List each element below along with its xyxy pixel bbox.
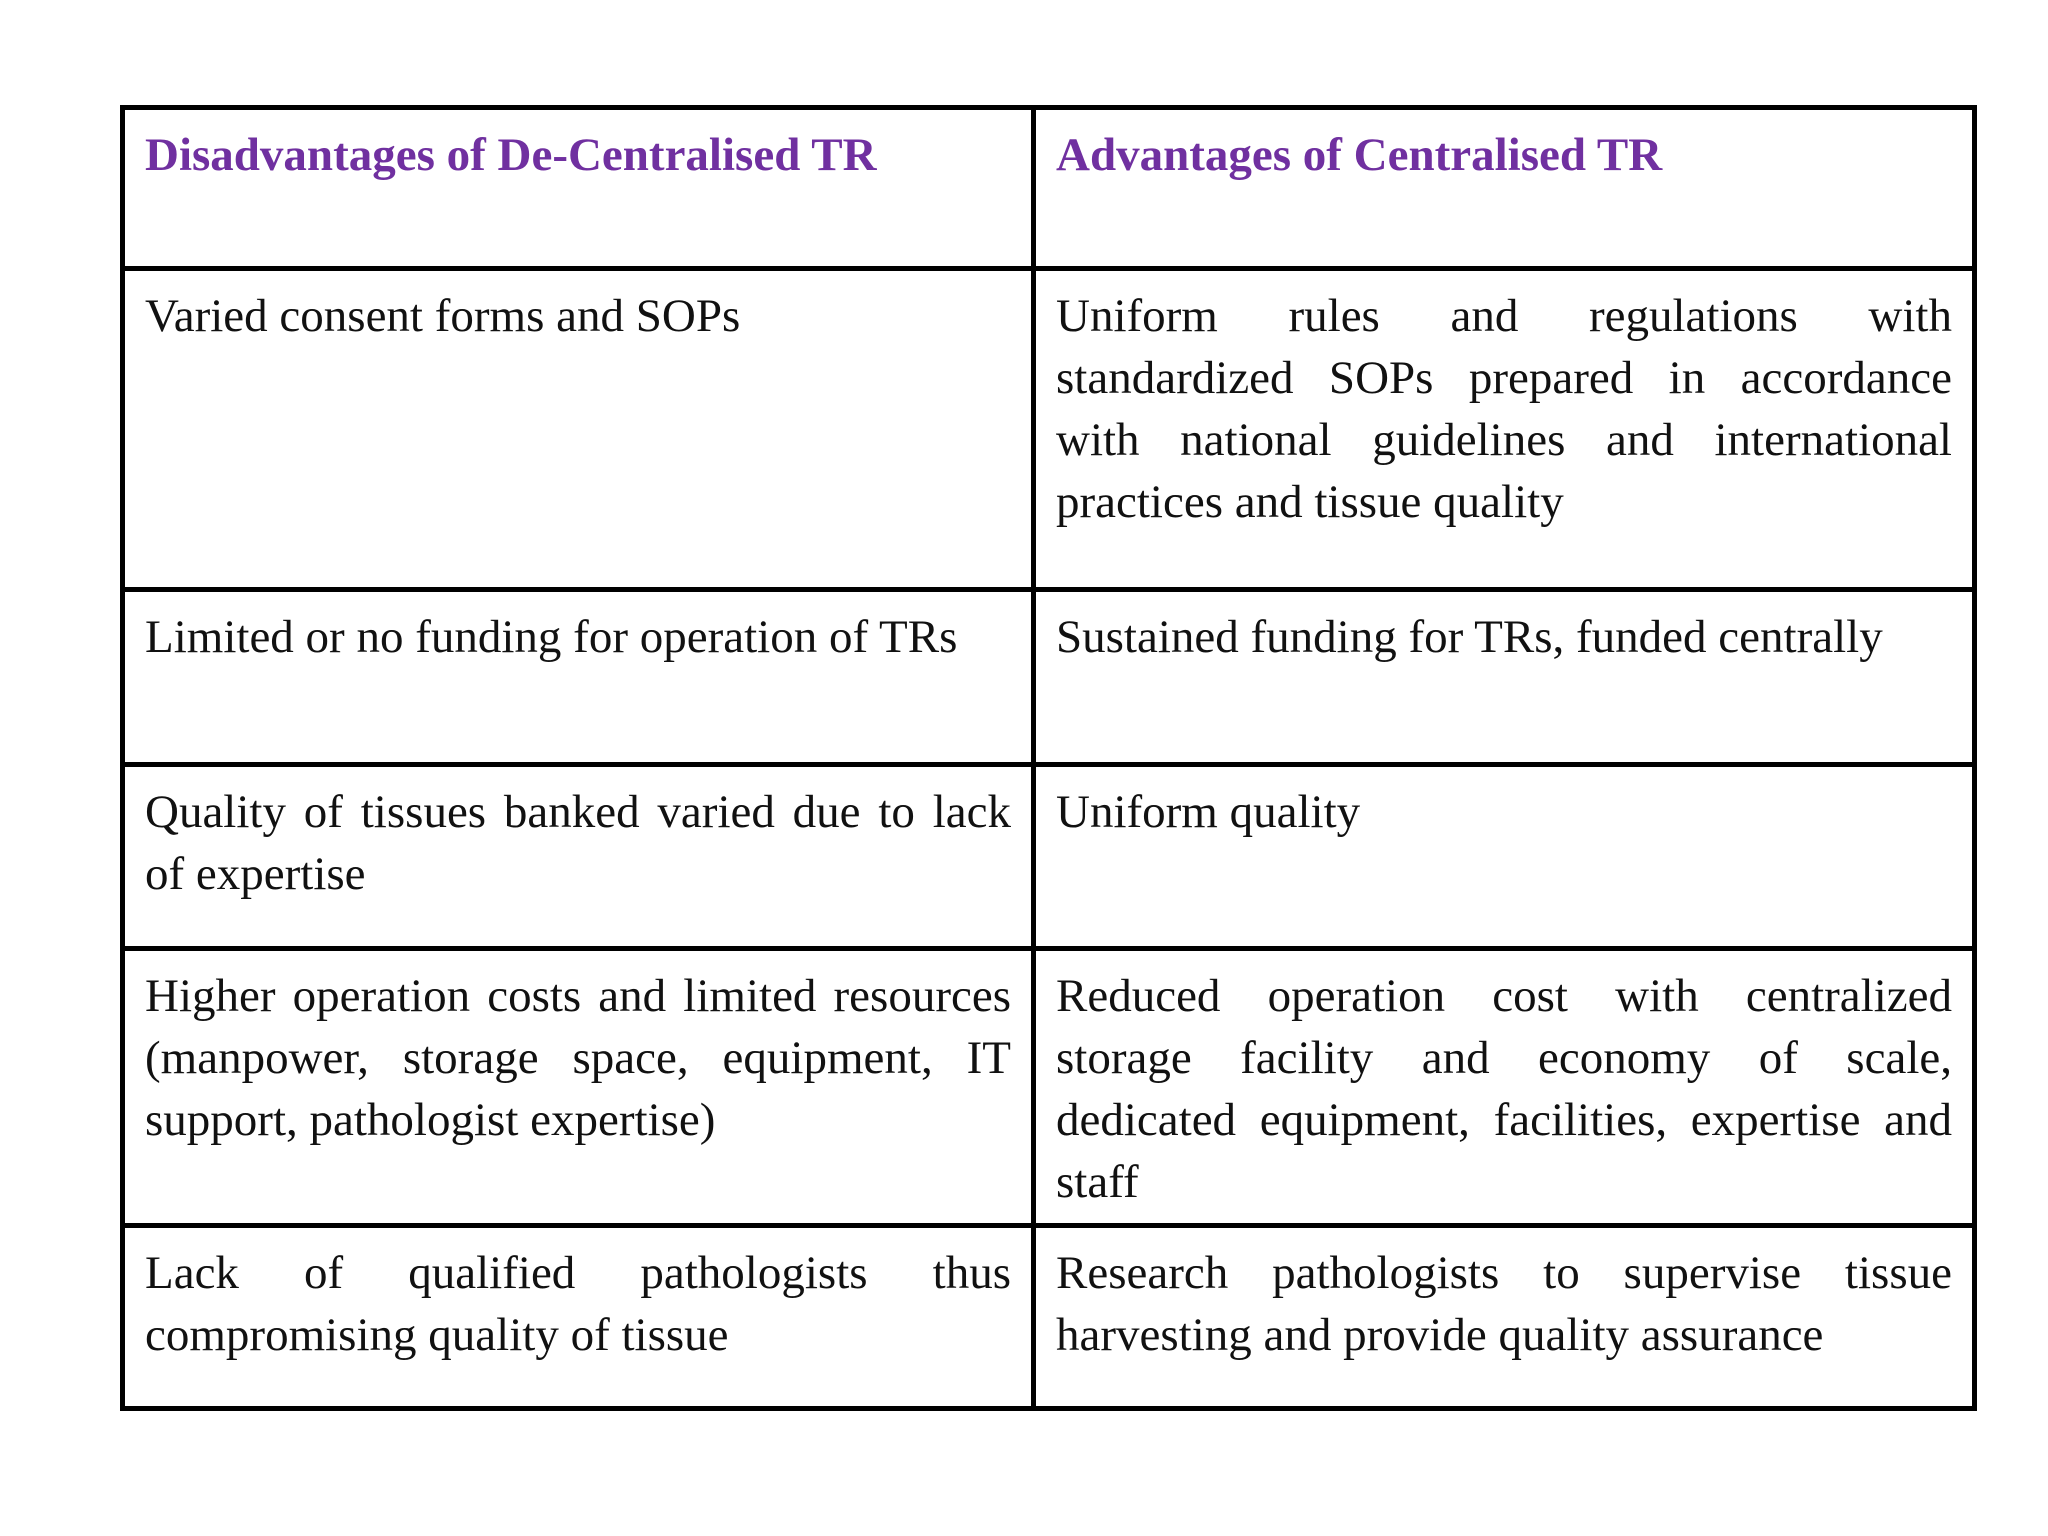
cell-advantage: Reduced operation cost with centralized storage facility and economy of scale, dedicated equipment, facilities, expertise and staff <box>1034 949 1975 1226</box>
cell-advantage: Sustained funding for TRs, funded centrally <box>1034 590 1975 765</box>
table-row <box>123 269 1975 590</box>
header-disadvantages-decentralised: Disadvantages of De-Centralised TR <box>123 108 1034 269</box>
table-row <box>123 949 1975 1226</box>
table-row <box>123 590 1975 765</box>
cell-disadvantage: Limited or no funding for operation of TRs <box>123 590 1034 765</box>
comparison-table <box>120 105 1977 1411</box>
cell-disadvantage: Varied consent forms and SOPs <box>123 269 1034 590</box>
cell-disadvantage: Higher operation costs and limited resources (manpower, storage space, equipment, IT support, pathologist expertise) <box>123 949 1034 1226</box>
table-row <box>123 1226 1975 1409</box>
cell-advantage: Research pathologists to supervise tissue harvesting and provide quality assurance <box>1034 1226 1975 1409</box>
cell-advantage: Uniform rules and regulations with standardized SOPs prepared in accordance with national guidelines and international practices and tissue quality <box>1034 269 1975 590</box>
cell-disadvantage: Lack of qualified pathologists thus compromising quality of tissue <box>123 1226 1034 1409</box>
table-row <box>123 765 1975 949</box>
cell-advantage: Uniform quality <box>1034 765 1975 949</box>
header-advantages-centralised: Advantages of Centralised TR <box>1034 108 1975 269</box>
cell-disadvantage: Quality of tissues banked varied due to lack of expertise <box>123 765 1034 949</box>
table-header-row <box>123 108 1975 269</box>
comparison-table-container <box>120 105 1972 1411</box>
